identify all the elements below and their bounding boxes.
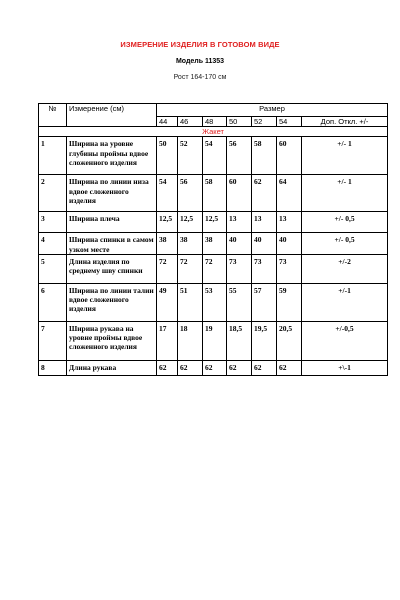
size-value-52: 13 bbox=[252, 212, 277, 233]
height-label: Рост 164-170 см bbox=[173, 74, 227, 81]
table-row bbox=[39, 175, 388, 212]
size-value-50: 60 bbox=[227, 175, 252, 212]
size-value-50: 40 bbox=[227, 233, 252, 254]
size-value-48: 62 bbox=[203, 360, 227, 375]
size-value-54: 20,5 bbox=[277, 321, 302, 360]
row-number: 7 bbox=[39, 321, 67, 360]
table-row bbox=[39, 254, 388, 283]
size-value-46: 51 bbox=[178, 283, 203, 321]
size-value-52: 19,5 bbox=[252, 321, 277, 360]
measurement-name: Ширина рукава на уровне проймы вдвое сложенного изделия bbox=[67, 321, 157, 360]
table-row bbox=[39, 137, 388, 175]
size-value-52: 58 bbox=[252, 137, 277, 175]
measurement-name: Ширина по линии низа вдвое сложенного изделия bbox=[67, 175, 157, 212]
size-value-52: 40 bbox=[252, 233, 277, 254]
size-value-48: 53 bbox=[203, 283, 227, 321]
row-number: 3 bbox=[39, 212, 67, 233]
size-header-54: 54 bbox=[277, 117, 302, 127]
size-value-54: 40 bbox=[277, 233, 302, 254]
table-row bbox=[39, 360, 388, 375]
size-value-50: 56 bbox=[227, 137, 252, 175]
size-value-50: 62 bbox=[227, 360, 252, 375]
size-value-54: 59 bbox=[277, 283, 302, 321]
measurement-name: Ширина по линии талии вдвое сложенного изделия bbox=[67, 283, 157, 321]
size-value-46: 52 bbox=[178, 137, 203, 175]
size-value-44: 54 bbox=[157, 175, 178, 212]
size-value-46: 12,5 bbox=[178, 212, 203, 233]
measurement-name: Ширина на уровне глубины проймы вдвое сложенного изделия bbox=[67, 137, 157, 175]
size-value-46: 62 bbox=[178, 360, 203, 375]
tolerance-value: +/-0,5 bbox=[302, 321, 388, 360]
col-header-number: № bbox=[39, 104, 67, 127]
size-value-46: 56 bbox=[178, 175, 203, 212]
measurement-name: Ширина спинки в самом узком месте bbox=[67, 233, 157, 254]
size-value-44: 49 bbox=[157, 283, 178, 321]
size-value-52: 73 bbox=[252, 254, 277, 283]
section-label: Жакет bbox=[39, 127, 388, 137]
size-header-48: 48 bbox=[203, 117, 227, 127]
size-value-54: 13 bbox=[277, 212, 302, 233]
table-row bbox=[39, 283, 388, 321]
tolerance-value: +/- 1 bbox=[302, 175, 388, 212]
size-value-44: 62 bbox=[157, 360, 178, 375]
size-value-50: 18,5 bbox=[227, 321, 252, 360]
tolerance-value: +/- 0,5 bbox=[302, 233, 388, 254]
size-value-52: 62 bbox=[252, 175, 277, 212]
size-value-54: 62 bbox=[277, 360, 302, 375]
size-header-46: 46 bbox=[178, 117, 203, 127]
size-value-44: 50 bbox=[157, 137, 178, 175]
row-number: 1 bbox=[39, 137, 67, 175]
measurement-name: Длина изделия по среднему шву спинки bbox=[67, 254, 157, 283]
col-header-tolerance: Доп. Откл. +/- bbox=[302, 117, 388, 127]
header-row bbox=[39, 104, 388, 117]
size-value-50: 73 bbox=[227, 254, 252, 283]
model-label: Модель 11353 bbox=[175, 58, 225, 65]
size-value-48: 38 bbox=[203, 233, 227, 254]
size-value-46: 18 bbox=[178, 321, 203, 360]
col-header-size: Размер bbox=[157, 104, 388, 117]
row-number: 2 bbox=[39, 175, 67, 212]
tolerance-value: +/- 1 bbox=[302, 137, 388, 175]
page-title: ИЗМЕРЕНИЕ ИЗДЕЛИЯ В ГОТОВОМ ВИДЕ bbox=[120, 40, 280, 49]
measurement-name: Ширина плеча bbox=[67, 212, 157, 233]
row-number: 4 bbox=[39, 233, 67, 254]
size-value-50: 55 bbox=[227, 283, 252, 321]
col-header-measure: Измерение (см) bbox=[67, 104, 157, 127]
table-row bbox=[39, 321, 388, 360]
size-header-44: 44 bbox=[157, 117, 178, 127]
size-value-46: 72 bbox=[178, 254, 203, 283]
size-value-46: 38 bbox=[178, 233, 203, 254]
size-value-44: 17 bbox=[157, 321, 178, 360]
measurement-name: Длина рукава bbox=[67, 360, 157, 375]
size-header-52: 52 bbox=[252, 117, 277, 127]
size-value-48: 12,5 bbox=[203, 212, 227, 233]
size-value-54: 73 bbox=[277, 254, 302, 283]
size-value-54: 60 bbox=[277, 137, 302, 175]
size-value-48: 72 bbox=[203, 254, 227, 283]
row-number: 8 bbox=[39, 360, 67, 375]
size-value-48: 58 bbox=[203, 175, 227, 212]
size-value-48: 54 bbox=[203, 137, 227, 175]
tolerance-value: +/- 0,5 bbox=[302, 212, 388, 233]
measurement-table bbox=[38, 103, 388, 376]
row-number: 6 bbox=[39, 283, 67, 321]
size-value-52: 62 bbox=[252, 360, 277, 375]
tolerance-value: +\-1 bbox=[302, 360, 388, 375]
tolerance-value: +/-1 bbox=[302, 283, 388, 321]
row-number: 5 bbox=[39, 254, 67, 283]
size-value-44: 38 bbox=[157, 233, 178, 254]
size-value-44: 12,5 bbox=[157, 212, 178, 233]
size-value-50: 13 bbox=[227, 212, 252, 233]
size-value-48: 19 bbox=[203, 321, 227, 360]
tolerance-value: +/-2 bbox=[302, 254, 388, 283]
size-value-52: 57 bbox=[252, 283, 277, 321]
table-row bbox=[39, 212, 388, 233]
table-row bbox=[39, 233, 388, 254]
size-value-54: 64 bbox=[277, 175, 302, 212]
size-header-50: 50 bbox=[227, 117, 252, 127]
size-value-44: 72 bbox=[157, 254, 178, 283]
section-row bbox=[39, 127, 388, 137]
